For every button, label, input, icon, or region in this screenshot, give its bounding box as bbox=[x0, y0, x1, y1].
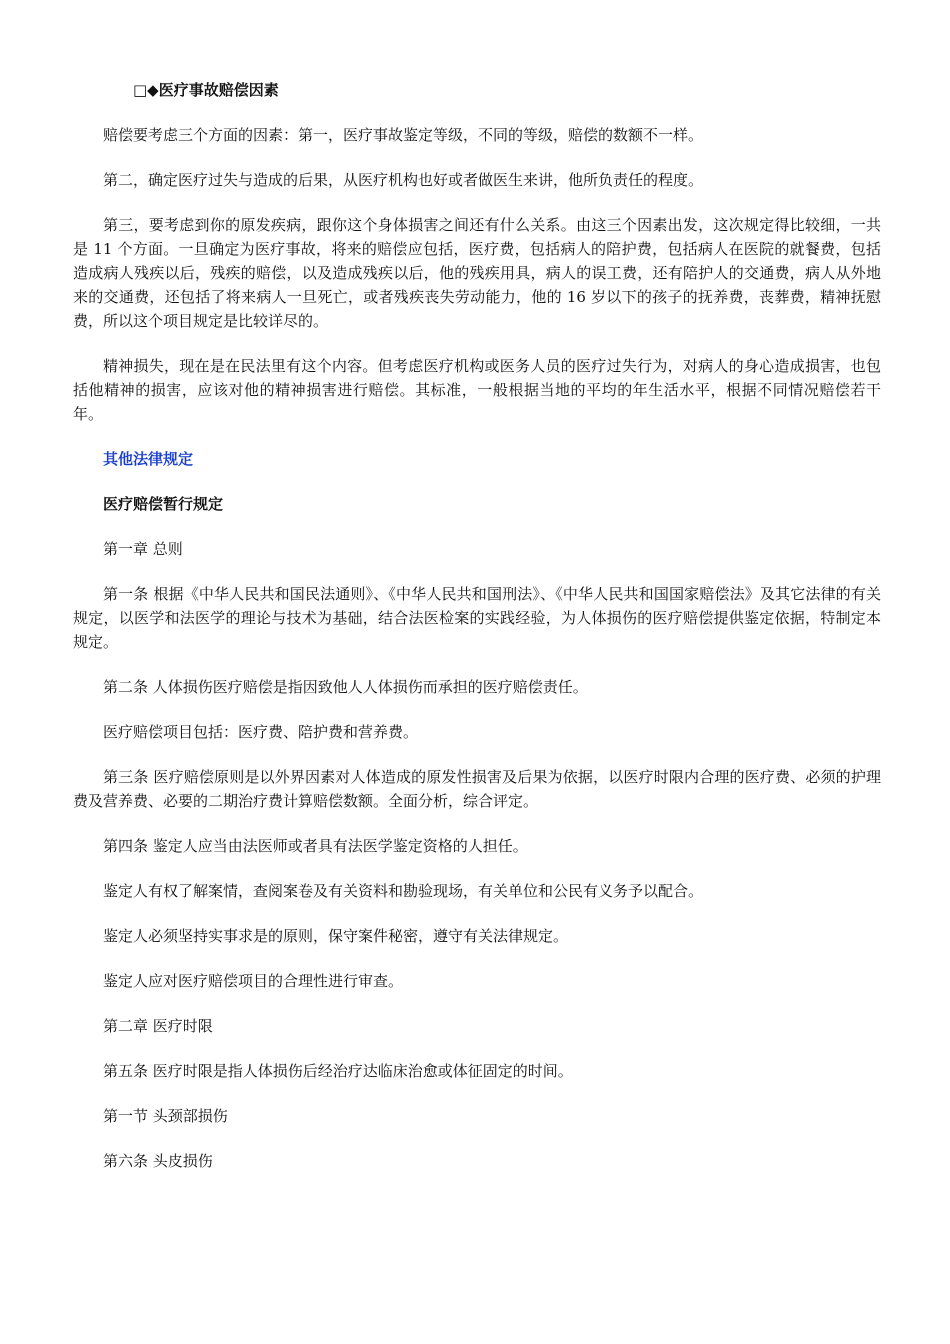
section-title-text: 医疗事故赔偿因素 bbox=[158, 81, 279, 99]
bullet-marker-icon: □◆ bbox=[133, 81, 159, 99]
article-paragraph: 第四条 鉴定人应当由法医师或者具有法医学鉴定资格的人担任。 bbox=[103, 837, 528, 855]
chapter-heading: 第二章 医疗时限 bbox=[103, 1017, 213, 1035]
document-content bbox=[73, 78, 881, 1194]
article-paragraph: 鉴定人应对医疗赔偿项目的合理性进行审查。 bbox=[103, 972, 404, 990]
regulation-title: 医疗赔偿暂行规定 bbox=[103, 495, 224, 513]
paragraph: 第三，要考虑到你的原发疾病，跟你这个身体损害之间还有什么关系。由这三个因素出发，这次规定得比较细，一共是 11 个方面。一旦确定为医疗事故，将来的赔偿应包括，医疗费，包括病人的陪护费，包括病人在医院的就餐费，包括造成病人残疾以后，残疾的赔偿，以及造成残疾以后，他的残疾用具，病人的误工费，还有陪护人的交通费，病人从外地来的交通费，还包括了将来病人一旦死亡，或者残疾丧失劳动能力，他的 16 岁以下的孩子的抚养费，丧葬费，精神抚慰费，所以这个项目规定是比较详尽的。 bbox=[73, 216, 881, 330]
article-paragraph: 第六条 头皮损伤 bbox=[103, 1152, 213, 1170]
chapter-heading: 第一章 总则 bbox=[103, 540, 183, 558]
article-paragraph: 第三条 医疗赔偿原则是以外界因素对人体造成的原发性损害及后果为依据，以医疗时限内合理的医疗费、必须的护理费及营养费、必要的二期治疗费计算赔偿数额。全面分析，综合评定。 bbox=[73, 768, 881, 810]
article-paragraph: 第一条 根据《中华人民共和国民法通则》、《中华人民共和国刑法》、《中华人民共和国国家赔偿法》及其它法律的有关规定，以医学和法医学的理论与技术为基础，结合法医检案的实践经验，为人体损伤的医疗赔偿提供鉴定依据，特制定本规定。 bbox=[73, 585, 881, 651]
article-paragraph: 鉴定人有权了解案情，查阅案卷及有关资料和勘验现场，有关单位和公民有义务予以配合。 bbox=[103, 882, 704, 900]
article-paragraph: 第二条 人体损伤医疗赔偿是指因致他人人体损伤而承担的医疗赔偿责任。 bbox=[103, 678, 588, 696]
paragraph: 第二，确定医疗过失与造成的后果，从医疗机构也好或者做医生来讲，他所负责任的程度。 bbox=[103, 171, 704, 189]
paragraph: 精神损失，现在是在民法里有这个内容。但考虑医疗机构或医务人员的医疗过失行为，对病人的身心造成损害，也包括他精神的损害，应该对他的精神损害进行赔偿。其标准，一般根据当地的平均的年生活水平，根据不同情况赔偿若干年。 bbox=[73, 357, 881, 423]
article-paragraph: 医疗赔偿项目包括：医疗费、陪护费和营养费。 bbox=[103, 723, 419, 741]
section-heading: 第一节 头颈部损伤 bbox=[103, 1107, 228, 1125]
paragraph: 赔偿要考虑三个方面的因素：第一，医疗事故鉴定等级，不同的等级，赔偿的数额不一样。 bbox=[103, 126, 704, 144]
article-paragraph: 第五条 医疗时限是指人体损伤后经治疗达临床治愈或体征固定的时间。 bbox=[103, 1062, 573, 1080]
section-title bbox=[73, 78, 881, 102]
other-laws-link[interactable]: 其他法律规定 bbox=[103, 450, 194, 468]
article-paragraph: 鉴定人必须坚持实事求是的原则，保守案件秘密，遵守有关法律规定。 bbox=[103, 927, 569, 945]
